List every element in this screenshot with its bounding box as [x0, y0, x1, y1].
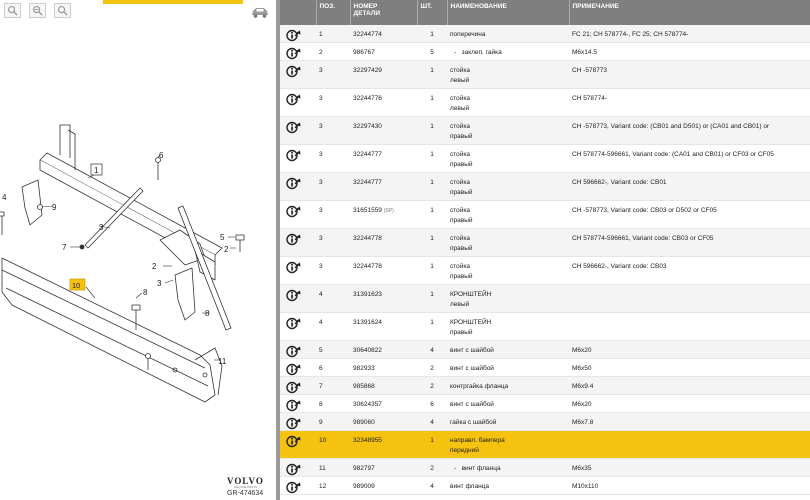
part-bracket-right: [175, 268, 195, 320]
sp-badge: (SP): [383, 208, 394, 214]
row-qty: 1: [417, 229, 447, 257]
part-number[interactable]: 986767: [353, 49, 375, 56]
table-row[interactable]: [280, 359, 810, 377]
search-icon[interactable]: [4, 3, 21, 18]
part-note: FC 21; CH 578774-, FC 25; CH 578774-: [572, 31, 689, 38]
part-side: левый: [450, 105, 470, 112]
row-pos: 11: [316, 459, 350, 477]
row-qty: 1: [417, 257, 447, 285]
row-info-cell[interactable]: [280, 25, 316, 43]
row-qty: 2: [417, 377, 447, 395]
row-name: [447, 377, 569, 395]
row-name: [447, 229, 569, 257]
row-part-number[interactable]: [350, 117, 417, 145]
callout-5[interactable]: 5: [220, 233, 225, 242]
header-part-no-line2: ДЕТАЛИ: [353, 10, 381, 17]
part-number[interactable]: 31651559: [353, 207, 382, 214]
row-part-number[interactable]: [350, 359, 417, 377]
info-link-icon[interactable]: [286, 65, 303, 78]
row-qty: 1: [417, 25, 447, 43]
callout-10[interactable]: 10: [72, 281, 81, 290]
row-qty: 2: [417, 359, 447, 377]
callout-6[interactable]: 6: [159, 151, 164, 160]
row-note: [569, 341, 810, 359]
info-link-icon[interactable]: [286, 121, 303, 134]
table-row[interactable]: [280, 395, 810, 413]
row-name: [447, 285, 569, 313]
row-pos: 3: [316, 145, 350, 173]
part-note: M6x9.4: [572, 383, 594, 390]
part-note: CH 578774-596661, Variant code: (CA01 and CB01) or CF03 or CF05: [572, 151, 774, 158]
table-row[interactable]: [280, 413, 810, 431]
row-pos: 6: [316, 359, 350, 377]
table-row[interactable]: [280, 341, 810, 359]
row-name: [447, 257, 569, 285]
row-info-cell[interactable]: [280, 89, 316, 117]
diagram-pane: [0, 0, 276, 500]
row-info-cell[interactable]: [280, 43, 316, 61]
header-icon: [280, 0, 316, 25]
part-side: правый: [450, 329, 473, 336]
row-qty: 1: [417, 431, 447, 459]
part-number[interactable]: 32297430: [353, 123, 382, 130]
part-side: правый: [450, 273, 473, 280]
part-number[interactable]: 982797: [353, 465, 375, 472]
row-info-cell[interactable]: [280, 377, 316, 395]
row-part-number[interactable]: [350, 43, 417, 61]
row-qty: 1: [417, 285, 447, 313]
row-name: [447, 25, 569, 43]
row-name: [447, 61, 569, 89]
part-number[interactable]: 32297429: [353, 67, 382, 74]
info-link-icon[interactable]: [286, 233, 303, 246]
info-link-icon[interactable]: [286, 29, 303, 42]
diagram-code: GR-474634: [227, 490, 264, 497]
callout-8b[interactable]: 8: [205, 309, 210, 318]
row-info-cell[interactable]: [280, 395, 316, 413]
callout-2b[interactable]: 2: [224, 245, 229, 254]
row-note: [569, 477, 810, 495]
row-part-number[interactable]: [350, 377, 417, 395]
row-info-cell[interactable]: [280, 117, 316, 145]
part-name: стойка: [450, 151, 471, 158]
row-note: [569, 285, 810, 313]
info-link-icon[interactable]: [286, 345, 303, 358]
part-name: поперечина: [450, 31, 486, 38]
row-info-cell[interactable]: [280, 359, 316, 377]
row-note: [569, 229, 810, 257]
row-pos: 3: [316, 89, 350, 117]
part-side: правый: [450, 133, 473, 140]
part-name: стойка: [450, 67, 471, 74]
row-qty: 1: [417, 145, 447, 173]
table-row[interactable]: [280, 459, 810, 477]
row-info-cell[interactable]: [280, 61, 316, 89]
row-info-cell[interactable]: [280, 341, 316, 359]
row-name: [447, 359, 569, 377]
row-pos: 4: [316, 313, 350, 341]
callout-2[interactable]: 2: [152, 262, 157, 271]
row-name: - винт фланца: [447, 459, 569, 477]
info-link-icon[interactable]: [286, 317, 303, 330]
row-name: [447, 395, 569, 413]
table-row[interactable]: [280, 117, 810, 145]
row-part-number[interactable]: [350, 477, 417, 495]
row-pos: 3: [316, 173, 350, 201]
part-side: левый: [450, 77, 470, 84]
table-row[interactable]: [280, 61, 810, 89]
row-note: [569, 413, 810, 431]
part-note: CH -578773, Variant code: CB03 or D502 or CF05: [572, 207, 717, 214]
part-side: левый: [450, 301, 470, 308]
row-qty: 4: [417, 477, 447, 495]
row-note: [569, 459, 810, 477]
part-note: CH -578773, Variant code: (CB01 and D501) or (CA01 and CB01) or: [572, 123, 770, 130]
part-name: стойка: [450, 95, 471, 102]
part-number[interactable]: 31391623: [353, 291, 382, 298]
table-row[interactable]: [280, 257, 810, 285]
part-number[interactable]: 32244778: [353, 235, 382, 242]
row-note: [569, 145, 810, 173]
part-number[interactable]: 32348955: [353, 437, 382, 444]
part-number[interactable]: 30624357: [353, 401, 382, 408]
row-pos: 3: [316, 117, 350, 145]
part-name: стойка: [450, 179, 471, 186]
part-name: направл. бампера: [450, 437, 505, 444]
row-note: [569, 61, 810, 89]
part-note: M6x14.5: [572, 49, 597, 56]
row-info-cell[interactable]: [280, 173, 316, 201]
callout-4[interactable]: 4: [2, 193, 7, 202]
header-note[interactable]: ПРИМЕЧАНИЕ: [569, 0, 810, 25]
info-link-icon[interactable]: [286, 481, 303, 494]
part-note: M10x110: [572, 483, 599, 490]
row-info-cell[interactable]: [280, 431, 316, 459]
row-name: [447, 313, 569, 341]
row-pos: 2: [316, 43, 350, 61]
row-name: - заклеп. гайка: [447, 43, 569, 61]
part-name: винт с шайбой: [450, 365, 494, 372]
part-number[interactable]: 32244774: [353, 31, 382, 38]
row-qty: 6: [417, 395, 447, 413]
part-note: M6x20: [572, 347, 592, 354]
info-link-icon[interactable]: [286, 205, 303, 218]
part-note: M6x50: [572, 365, 592, 372]
info-link-icon[interactable]: [286, 261, 303, 274]
car-icon[interactable]: [250, 5, 270, 19]
part-name: стойка: [450, 207, 471, 214]
row-qty: 1: [417, 173, 447, 201]
row-note: [569, 117, 810, 145]
part-bracket-left: [22, 180, 42, 225]
part-name: винт с шайбой: [450, 401, 494, 408]
callout-11[interactable]: 11: [218, 357, 227, 366]
part-name: стойка: [450, 123, 471, 130]
row-name: [447, 413, 569, 431]
row-pos: 3: [316, 257, 350, 285]
info-link-icon[interactable]: [286, 463, 303, 476]
row-info-cell[interactable]: [280, 145, 316, 173]
row-qty: 1: [417, 89, 447, 117]
row-qty: 1: [417, 313, 447, 341]
row-note: [569, 395, 810, 413]
row-part-number[interactable]: [350, 285, 417, 313]
info-link-icon[interactable]: [286, 93, 303, 106]
part-note: CH 596662-, Variant code: CB03: [572, 263, 667, 270]
row-part-number[interactable]: [350, 145, 417, 173]
part-number[interactable]: 30640822: [353, 347, 382, 354]
row-part-number[interactable]: [350, 413, 417, 431]
row-info-cell[interactable]: [280, 257, 316, 285]
row-qty: 4: [417, 341, 447, 359]
info-link-icon[interactable]: [286, 435, 303, 448]
parts-table-pane: [280, 0, 810, 500]
part-name: КРОНШТЕЙН: [450, 291, 492, 298]
row-name: [447, 201, 569, 229]
header-name[interactable]: НАИМЕНОВАНИЕ: [447, 0, 569, 25]
row-pos: 3: [316, 201, 350, 229]
row-part-number[interactable]: [350, 229, 417, 257]
row-name: [447, 89, 569, 117]
table-row[interactable]: [280, 25, 810, 43]
table-body: [280, 25, 810, 495]
row-pos: 12: [316, 477, 350, 495]
table-row[interactable]: [280, 477, 810, 495]
row-part-number[interactable]: [350, 313, 417, 341]
info-link-icon[interactable]: [286, 177, 303, 190]
callout-3b[interactable]: 3: [157, 279, 162, 288]
row-part-number[interactable]: [350, 173, 417, 201]
row-part-number[interactable]: [350, 257, 417, 285]
row-qty: 1: [417, 61, 447, 89]
part-name: гайка с шайбой: [450, 419, 497, 426]
row-name: [447, 173, 569, 201]
row-name: [447, 117, 569, 145]
callout-8[interactable]: 8: [143, 288, 148, 297]
part-name: КРОНШТЕЙН: [450, 319, 492, 326]
row-pos: 4: [316, 285, 350, 313]
part-note: CH 596662-, Variant code: CB01: [572, 179, 667, 186]
part-number[interactable]: 989009: [353, 483, 375, 490]
row-pos: 8: [316, 395, 350, 413]
table-row[interactable]: [280, 201, 810, 229]
row-note: [569, 377, 810, 395]
row-note: [569, 313, 810, 341]
row-info-cell[interactable]: [280, 313, 316, 341]
part-side: правый: [450, 189, 473, 196]
table-row[interactable]: [280, 229, 810, 257]
row-pos: 7: [316, 377, 350, 395]
part-name: стойка: [450, 263, 471, 270]
row-pos: 9: [316, 413, 350, 431]
part-number[interactable]: 31391624: [353, 319, 382, 326]
row-pos: 5: [316, 341, 350, 359]
callout-1[interactable]: 1: [94, 166, 99, 175]
row-pos: 10: [316, 431, 350, 459]
row-part-number[interactable]: [350, 431, 417, 459]
part-note: M6x7.8: [572, 419, 594, 426]
row-pos: 3: [316, 229, 350, 257]
table-row[interactable]: [280, 285, 810, 313]
part-note: M6x35: [572, 465, 592, 472]
row-note: [569, 173, 810, 201]
row-note: [569, 431, 810, 459]
row-part-number[interactable]: [350, 61, 417, 89]
header-part-no-line1: НОМЕР: [353, 3, 378, 10]
parts-diagram: [0, 30, 276, 475]
row-info-cell[interactable]: [280, 201, 316, 229]
part-number[interactable]: 982933: [353, 365, 375, 372]
row-name: [447, 431, 569, 459]
table-row[interactable]: [280, 431, 810, 459]
info-link-icon[interactable]: [286, 47, 303, 60]
callout-3[interactable]: 3: [99, 223, 104, 232]
row-info-cell[interactable]: [280, 285, 316, 313]
row-qty: 1: [417, 201, 447, 229]
part-name: заклеп. гайка: [461, 49, 502, 56]
table-row[interactable]: [280, 173, 810, 201]
row-qty: 2: [417, 459, 447, 477]
part-number[interactable]: 985868: [353, 383, 375, 390]
part-side: передний: [450, 447, 479, 454]
table-row[interactable]: [280, 377, 810, 395]
callout-7[interactable]: 7: [62, 243, 67, 252]
part-note: CH -578773: [572, 67, 608, 74]
row-qty: 4: [417, 413, 447, 431]
row-info-cell[interactable]: [280, 229, 316, 257]
info-link-icon[interactable]: [286, 149, 303, 162]
part-name: винт фланца: [461, 465, 501, 472]
row-note: [569, 25, 810, 43]
part-name: стойка: [450, 235, 471, 242]
row-note: [569, 257, 810, 285]
table-row[interactable]: [280, 145, 810, 173]
row-note: [569, 359, 810, 377]
row-part-number[interactable]: [350, 395, 417, 413]
row-name: [447, 145, 569, 173]
table-row[interactable]: [280, 89, 810, 117]
row-part-number[interactable]: [350, 201, 417, 229]
callout-9[interactable]: 9: [52, 203, 57, 212]
part-name: контргайка фланца: [450, 383, 509, 390]
part-name: винт с шайбой: [450, 347, 494, 354]
row-part-number[interactable]: [350, 459, 417, 477]
row-name: [447, 477, 569, 495]
row-note: [569, 201, 810, 229]
row-info-cell[interactable]: [280, 477, 316, 495]
parts-table: [280, 0, 810, 495]
table-row[interactable]: [280, 43, 810, 61]
diagram-toolbar: [0, 0, 276, 22]
row-name: [447, 341, 569, 359]
part-number[interactable]: 989060: [353, 419, 375, 426]
table-header: [280, 0, 810, 25]
part-side: правый: [450, 217, 473, 224]
header-qty[interactable]: ШТ.: [417, 0, 447, 25]
row-qty: 1: [417, 117, 447, 145]
zoom-fit-icon[interactable]: [54, 3, 71, 18]
part-note: CH 578774-: [572, 95, 608, 102]
part-number[interactable]: 32244777: [353, 151, 382, 158]
part-number[interactable]: 32244778: [353, 263, 382, 270]
info-link-icon[interactable]: [286, 381, 303, 394]
part-note: CH 578774-596661, Variant code: CB03 or CF05: [572, 235, 714, 242]
info-link-icon[interactable]: [286, 289, 303, 302]
info-link-icon[interactable]: [286, 363, 303, 376]
row-part-number[interactable]: [350, 89, 417, 117]
part-number[interactable]: 32244776: [353, 95, 382, 102]
row-info-cell[interactable]: [280, 413, 316, 431]
zoom-out-icon[interactable]: [29, 3, 46, 18]
part-number[interactable]: 32244777: [353, 179, 382, 186]
part-note: M6x20: [572, 401, 592, 408]
brand-subtitle: GEN·INE PARTS: [234, 485, 258, 489]
row-note: [569, 43, 810, 61]
row-part-number[interactable]: [350, 25, 417, 43]
row-note: [569, 89, 810, 117]
info-link-icon[interactable]: [286, 399, 303, 412]
row-pos: 3: [316, 61, 350, 89]
row-info-cell[interactable]: [280, 459, 316, 477]
table-row[interactable]: [280, 313, 810, 341]
header-part-no[interactable]: [350, 0, 417, 25]
info-link-icon[interactable]: [286, 417, 303, 430]
part-side: правый: [450, 245, 473, 252]
header-pos[interactable]: ПОЗ.: [316, 0, 350, 25]
part-side: правый: [450, 161, 473, 168]
row-part-number[interactable]: [350, 341, 417, 359]
volvo-logo: VOLVO: [227, 476, 264, 486]
row-qty: 5: [417, 43, 447, 61]
part-name: винт фланца: [450, 483, 489, 490]
active-indicator: [103, 0, 243, 4]
row-pos: 1: [316, 25, 350, 43]
